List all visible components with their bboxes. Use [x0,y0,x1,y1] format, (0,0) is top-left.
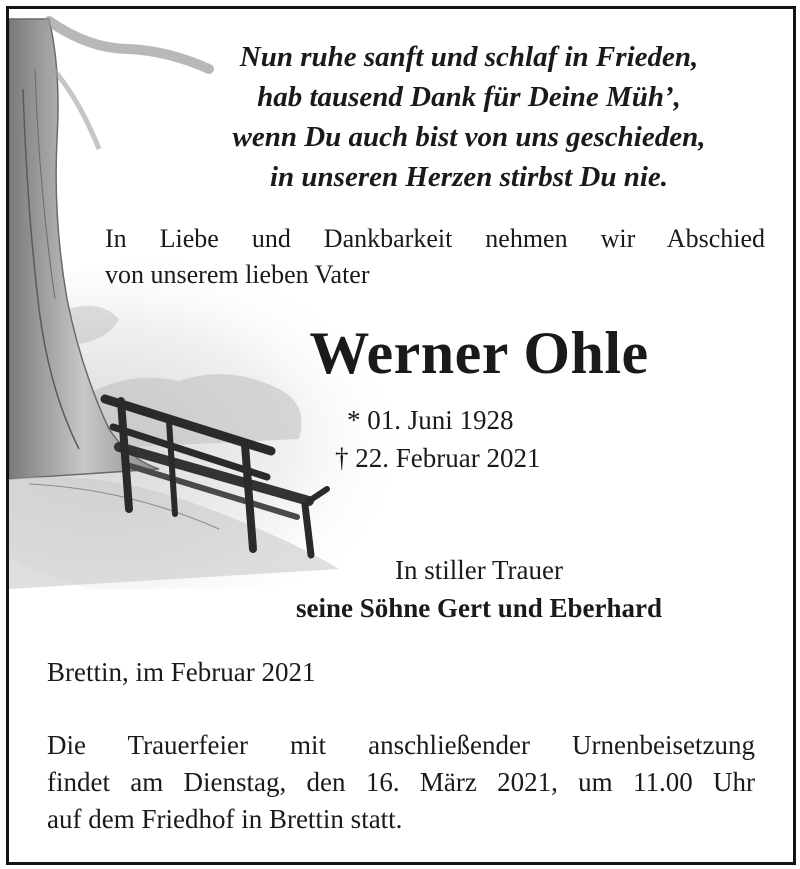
poem-line: Nun ruhe sanft und schlaf in Frieden, [239,41,699,73]
funeral-notice [47,727,755,838]
notice-line: findet am Dienstag, den 16. März 2021, um 11.00 Uhr [47,767,755,797]
place-and-date: Brettin, im Februar 2021 [47,657,316,687]
notice-line: Die Trauerfeier mit anschließender Urnenbeisetzung [47,730,755,760]
deceased-name: Werner Ohle [309,320,649,386]
obituary-frame [6,6,796,865]
notice-line: auf dem Friedhof in Brettin statt. [47,804,403,834]
poem [169,37,769,197]
farewell-intro [105,221,765,293]
birth-date: * 01. Juni 1928 [347,405,514,435]
death-date: † 22. Februar 2021 [335,443,541,473]
poem-line: wenn Du auch bist von uns geschieden, [232,121,706,153]
poem-line: hab tausend Dank für Deine Müh’, [257,81,681,113]
intro-line: von unserem lieben Vater [105,260,370,289]
life-dates [335,401,635,477]
intro-line: In Liebe und Dankbarkeit nehmen wir Abschied [105,224,765,253]
poem-line: in unseren Herzen stirbst Du nie. [269,161,669,193]
mourners-names: seine Söhne Gert und Eberhard [295,593,663,623]
mourning-phrase: In stiller Trauer [395,555,563,585]
